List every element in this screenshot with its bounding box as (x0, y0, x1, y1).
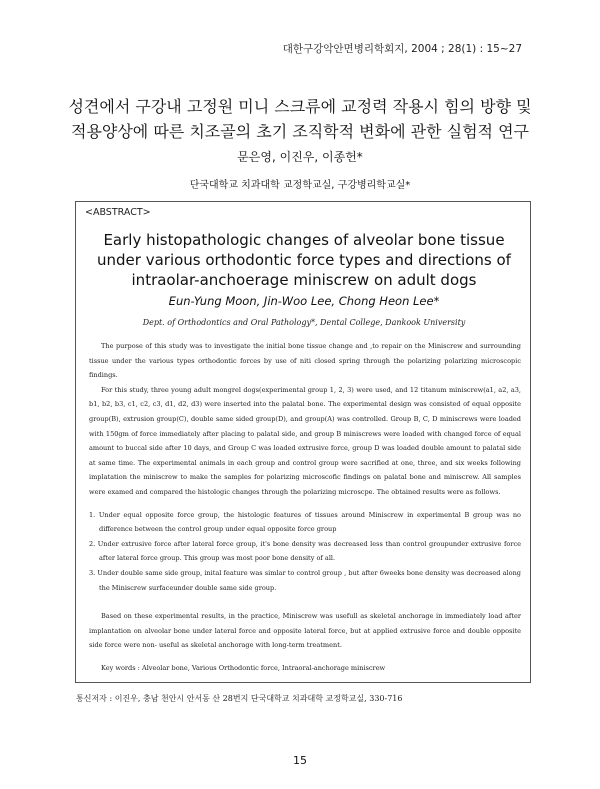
corresponding-author-footnote: 통신저자 : 이진우, 충남 천안시 안서동 산 28번지 단국대학교 치과대학 교정학교실, 330-716 (76, 694, 403, 703)
list-item: 2. Under extrusive force after lateral force group, it's bone density was decreased less than control groupunder extrusive force after lateral force group. This group was most poor bone density of all. (89, 539, 521, 563)
list-item: 3. Under double same side group, inital feature was simlar to control group , but after 6weeks bone density was decreased along the Miniscrew surfaceunder double same side group. (89, 568, 521, 592)
affiliation-korean: 단국대학교 치과대학 교정학교실, 구강병리학교실* (189, 180, 411, 191)
title-line: 적용양상에 따른 치조골의 초기 조직학적 변화에 관한 실험적 연구 (70, 122, 529, 141)
authors-korean: 문은영, 이진우, 이종헌* (237, 150, 363, 164)
title-line: 성견에서 구강내 고정원 미니 스크류에 교정력 작용시 힘의 방향 및 (68, 97, 532, 116)
abstract-label: <ABSTRACT> (85, 207, 151, 218)
abstract-paragraph: The purpose of this study was to investigate the initial bone tissue change and ,to repair on the Miniscrew and surrounding tissue under the various types orthodontic forces by use of niti closed spring through the polarizing polarizing microscopic findings. (89, 342, 521, 380)
list-item: 1. Under equal opposite force group, the histologic features of tissues around Miniscrew in experimental B group was no difference between the control group under equal opposite force group (89, 510, 521, 534)
keywords: Key words : Alveolar bone, Various Orthodontic force, Intraoral-anchorage miniscrew (101, 663, 386, 672)
abstract-paragraph: For this study, three young adult mongrel dogs(experimental group 1, 2, 3) were used, and 12 titanum miniscrew(a1, a2, a3, b1, b2, b3, c1, c2, c3, d1, d2, d3) were inserted into the palatal bone. The experimental design was consisted of equal opposite group(B), extrusion group(C), double same sided group(D), and group(A) was controlled. Group B, C, D miniscrews were loaded with 150gm of force immediately after placing to palatal side, and group B miniscrews were loaded with changed force of equal amount to buccal side after 10 days, and Group C was loaded extrusive force, group D was loaded double amount to palatal side at same time. The experimental animals in each group and control group were sacrified at one, three, and six weeks following implatation the miniscrew to make the samples for polarizing microscofic findings on palatal bone and miniscrew. All samples were examed and compared the histologic changes through the polarizing microscpe. The obtained results were as follows. (89, 385, 521, 496)
paper-title-english: Early histopathologic changes of alveolar bone tissue under various orthodontic force types and directions of intraolar-anchoerage miniscrew on adult dogs (97, 231, 511, 289)
paper-title-korean (40, 94, 560, 144)
journal-header: 대한구강악안면병리학회지, 2004 ; 28(1) : 15~27 (282, 43, 522, 55)
page-number: 15 (293, 754, 307, 767)
abstract-body (89, 339, 521, 675)
conclusion-paragraph: Based on these experimental results, in the practice, Miniscrew was usefull as skeletal anchorage in immediately load after implantation on alveolar bone under lateral force and opposite lateral force, but at applied extrusive force and double opposite side force were non- useful as skeletal anchorage with long-term treatment. (89, 612, 521, 650)
results-list (89, 508, 521, 596)
affiliation-english: Dept. of Orthodontics and Oral Pathology*, Dental College, Dankook University (142, 318, 466, 327)
authors-english: Eun-Yung Moon, Jin-Woo Lee, Chong Heon Lee* (168, 294, 440, 308)
